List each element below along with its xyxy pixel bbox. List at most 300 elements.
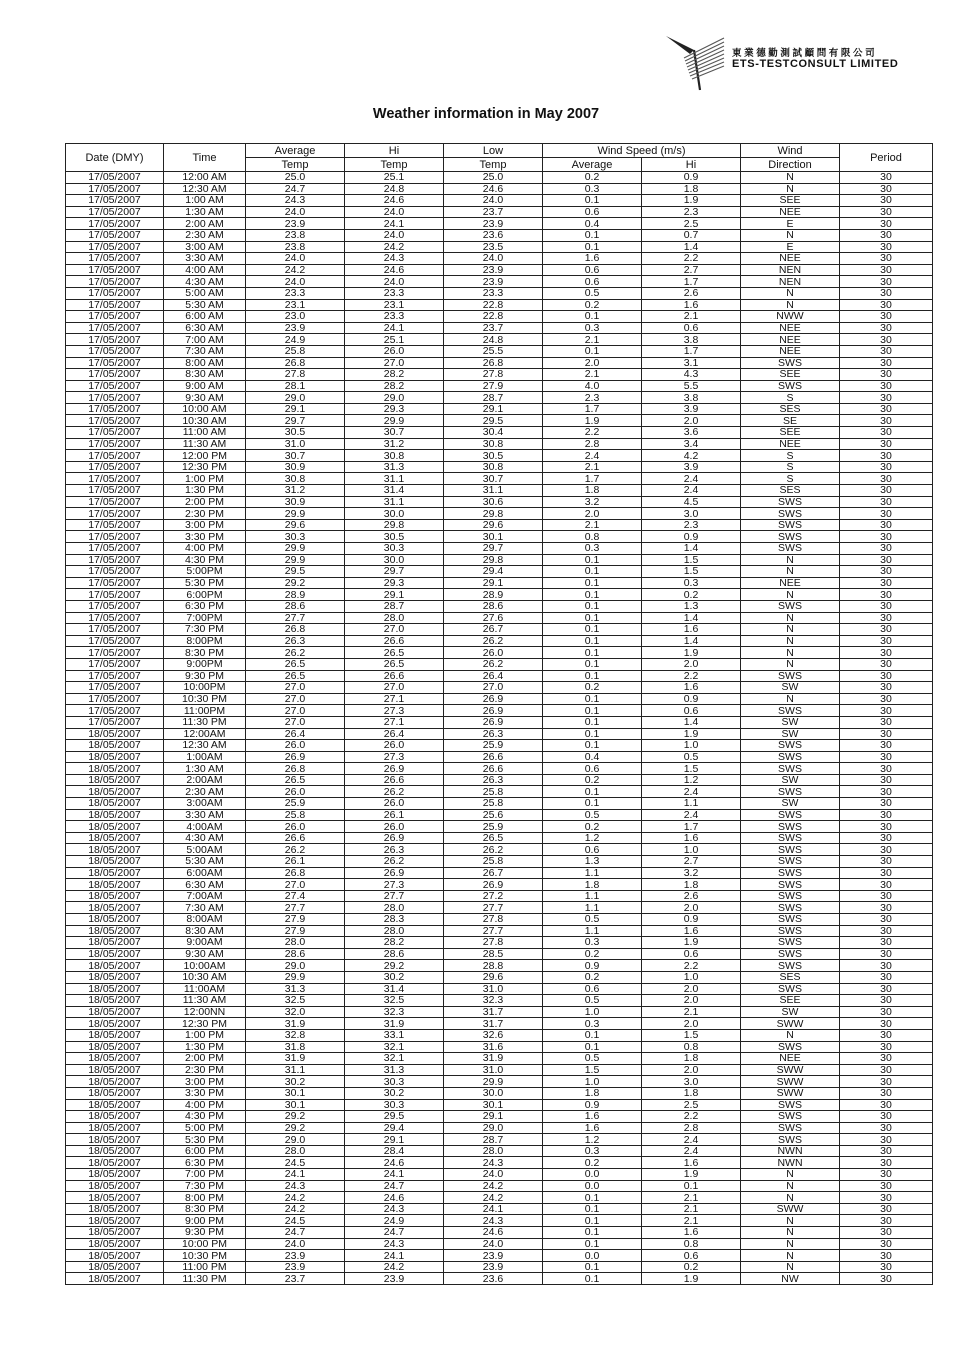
table-row — [66, 1203, 933, 1215]
table-row — [66, 438, 933, 450]
cell-date: 17/05/2007 — [66, 311, 164, 323]
cell-low-temp: 24.3 — [444, 1215, 543, 1227]
cell-low-temp: 23.7 — [444, 206, 543, 218]
cell-wind-speed-average: 1.3 — [543, 856, 642, 868]
cell-average-temp: 23.1 — [246, 299, 345, 311]
cell-date: 17/05/2007 — [66, 566, 164, 578]
cell-low-temp: 29.4 — [444, 566, 543, 578]
cell-average-temp: 30.2 — [246, 1076, 345, 1088]
cell-low-temp: 26.2 — [444, 658, 543, 670]
cell-date: 18/05/2007 — [66, 1018, 164, 1030]
cell-time: 7:30 PM — [164, 1180, 246, 1192]
table-row — [66, 183, 933, 195]
cell-hi-temp: 31.3 — [345, 1064, 444, 1076]
cell-time: 9:00AM — [164, 937, 246, 949]
cell-period: 30 — [840, 229, 933, 241]
table-row — [66, 832, 933, 844]
table-row — [66, 670, 933, 682]
cell-wind-speed-average: 3.2 — [543, 496, 642, 508]
cell-wind-speed-hi: 1.5 — [642, 1029, 741, 1041]
cell-period: 30 — [840, 206, 933, 218]
cell-average-temp: 26.5 — [246, 774, 345, 786]
table-row — [66, 1099, 933, 1111]
cell-wind-speed-hi: 0.8 — [642, 1041, 741, 1053]
header-time: Time — [164, 144, 246, 172]
cell-wind-speed-hi: 3.4 — [642, 438, 741, 450]
cell-date: 17/05/2007 — [66, 531, 164, 543]
cell-time: 6:00 PM — [164, 1145, 246, 1157]
cell-wind-speed-average: 0.1 — [543, 600, 642, 612]
cell-hi-temp: 24.8 — [345, 183, 444, 195]
cell-hi-temp: 30.8 — [345, 450, 444, 462]
cell-date: 17/05/2007 — [66, 473, 164, 485]
cell-wind-speed-hi: 1.8 — [642, 879, 741, 891]
cell-hi-temp: 24.1 — [345, 1169, 444, 1181]
cell-wind-direction: N — [741, 1238, 840, 1250]
cell-wind-speed-average: 0.1 — [543, 1041, 642, 1053]
cell-time: 9:30 PM — [164, 670, 246, 682]
cell-time: 6:30 AM — [164, 879, 246, 891]
cell-average-temp: 24.7 — [246, 1227, 345, 1239]
cell-period: 30 — [840, 438, 933, 450]
header-wind-speed-average: Average — [543, 158, 642, 172]
cell-hi-temp: 24.1 — [345, 322, 444, 334]
cell-date: 18/05/2007 — [66, 774, 164, 786]
cell-low-temp: 26.3 — [444, 774, 543, 786]
cell-wind-speed-hi: 1.4 — [642, 635, 741, 647]
cell-wind-speed-hi: 0.2 — [642, 1261, 741, 1273]
cell-time: 8:30 AM — [164, 925, 246, 937]
table-body — [66, 172, 933, 1285]
cell-average-temp: 26.8 — [246, 867, 345, 879]
cell-low-temp: 24.6 — [444, 183, 543, 195]
cell-wind-speed-hi: 3.1 — [642, 357, 741, 369]
cell-time: 10:00AM — [164, 960, 246, 972]
cell-period: 30 — [840, 658, 933, 670]
cell-wind-speed-average: 0.3 — [543, 1018, 642, 1030]
cell-low-temp: 26.4 — [444, 670, 543, 682]
cell-wind-direction: SWS — [741, 531, 840, 543]
cell-period: 30 — [840, 832, 933, 844]
cell-wind-speed-hi: 1.3 — [642, 600, 741, 612]
table-row — [66, 948, 933, 960]
cell-time: 3:00 PM — [164, 519, 246, 531]
cell-date: 17/05/2007 — [66, 589, 164, 601]
cell-time: 11:00 AM — [164, 427, 246, 439]
table-row — [66, 172, 933, 184]
table-row — [66, 798, 933, 810]
cell-low-temp: 30.6 — [444, 496, 543, 508]
cell-date: 17/05/2007 — [66, 427, 164, 439]
cell-time: 2:00 PM — [164, 1053, 246, 1065]
cell-low-temp: 24.0 — [444, 1238, 543, 1250]
cell-wind-speed-average: 1.9 — [543, 415, 642, 427]
cell-time: 11:30 AM — [164, 995, 246, 1007]
cell-hi-temp: 32.5 — [345, 995, 444, 1007]
cell-period: 30 — [840, 798, 933, 810]
table-row — [66, 357, 933, 369]
cell-average-temp: 30.3 — [246, 531, 345, 543]
cell-low-temp: 23.9 — [444, 1261, 543, 1273]
cell-time: 4:30 PM — [164, 554, 246, 566]
cell-hi-temp: 26.0 — [345, 798, 444, 810]
cell-period: 30 — [840, 867, 933, 879]
cell-hi-temp: 28.0 — [345, 925, 444, 937]
cell-average-temp: 31.3 — [246, 983, 345, 995]
cell-wind-speed-average: 0.1 — [543, 577, 642, 589]
cell-average-temp: 30.8 — [246, 473, 345, 485]
cell-average-temp: 32.0 — [246, 1006, 345, 1018]
cell-hi-temp: 23.1 — [345, 299, 444, 311]
cell-low-temp: 26.0 — [444, 647, 543, 659]
cell-hi-temp: 24.0 — [345, 276, 444, 288]
cell-wind-speed-average: 0.1 — [543, 229, 642, 241]
cell-period: 30 — [840, 763, 933, 775]
table-row — [66, 299, 933, 311]
cell-wind-direction: SWS — [741, 751, 840, 763]
cell-wind-speed-hi: 1.6 — [642, 1157, 741, 1169]
cell-average-temp: 23.9 — [246, 1250, 345, 1262]
cell-hi-temp: 30.5 — [345, 531, 444, 543]
cell-hi-temp: 28.0 — [345, 612, 444, 624]
cell-low-temp: 30.5 — [444, 450, 543, 462]
cell-time: 6:30 PM — [164, 600, 246, 612]
cell-average-temp: 26.0 — [246, 821, 345, 833]
cell-wind-speed-hi: 2.1 — [642, 311, 741, 323]
cell-wind-speed-hi: 4.5 — [642, 496, 741, 508]
cell-wind-speed-average: 0.6 — [543, 276, 642, 288]
cell-average-temp: 27.0 — [246, 705, 345, 717]
cell-wind-speed-average: 0.6 — [543, 763, 642, 775]
cell-wind-speed-average: 2.1 — [543, 461, 642, 473]
cell-date: 17/05/2007 — [66, 357, 164, 369]
cell-low-temp: 26.7 — [444, 624, 543, 636]
cell-wind-speed-average: 0.6 — [543, 844, 642, 856]
cell-low-temp: 26.5 — [444, 832, 543, 844]
cell-date: 17/05/2007 — [66, 635, 164, 647]
cell-average-temp: 29.1 — [246, 403, 345, 415]
cell-date: 17/05/2007 — [66, 705, 164, 717]
table-row — [66, 543, 933, 555]
cell-average-temp: 29.2 — [246, 577, 345, 589]
cell-hi-temp: 24.3 — [345, 1203, 444, 1215]
cell-date: 18/05/2007 — [66, 1145, 164, 1157]
table-row — [66, 995, 933, 1007]
cell-wind-direction: SWS — [741, 821, 840, 833]
cell-time: 12:30 AM — [164, 183, 246, 195]
cell-time: 1:30 PM — [164, 485, 246, 497]
cell-time: 5:30 PM — [164, 577, 246, 589]
cell-low-temp: 24.2 — [444, 1180, 543, 1192]
cell-hi-temp: 24.0 — [345, 229, 444, 241]
cell-low-temp: 26.8 — [444, 357, 543, 369]
cell-hi-temp: 27.0 — [345, 624, 444, 636]
cell-hi-temp: 29.4 — [345, 1122, 444, 1134]
cell-wind-speed-average: 0.4 — [543, 218, 642, 230]
cell-wind-speed-hi: 2.5 — [642, 1099, 741, 1111]
table-row — [66, 450, 933, 462]
cell-average-temp: 23.9 — [246, 1261, 345, 1273]
table-row — [66, 937, 933, 949]
cell-low-temp: 27.7 — [444, 902, 543, 914]
cell-wind-direction: SWS — [741, 856, 840, 868]
cell-average-temp: 29.5 — [246, 566, 345, 578]
cell-low-temp: 27.2 — [444, 890, 543, 902]
cell-time: 3:30 AM — [164, 253, 246, 265]
header-wind-direction-top: Wind — [741, 144, 840, 158]
table-row — [66, 1041, 933, 1053]
cell-time: 8:00 AM — [164, 357, 246, 369]
cell-date: 18/05/2007 — [66, 1203, 164, 1215]
cell-low-temp: 26.2 — [444, 635, 543, 647]
cell-period: 30 — [840, 172, 933, 184]
cell-wind-speed-average: 0.2 — [543, 299, 642, 311]
cell-wind-speed-hi: 2.8 — [642, 1122, 741, 1134]
cell-hi-temp: 24.6 — [345, 1192, 444, 1204]
cell-wind-speed-average: 2.0 — [543, 357, 642, 369]
cell-hi-temp: 24.2 — [345, 241, 444, 253]
cell-time: 7:30 AM — [164, 345, 246, 357]
cell-wind-speed-average: 0.1 — [543, 798, 642, 810]
table-row — [66, 229, 933, 241]
cell-wind-direction: SWS — [741, 1111, 840, 1123]
cell-hi-temp: 33.1 — [345, 1029, 444, 1041]
header-average-temp-top: Average — [246, 144, 345, 158]
cell-wind-speed-average: 0.2 — [543, 1157, 642, 1169]
cell-wind-speed-hi: 3.9 — [642, 461, 741, 473]
cell-average-temp: 29.6 — [246, 519, 345, 531]
cell-period: 30 — [840, 566, 933, 578]
cell-wind-speed-hi: 0.1 — [642, 1180, 741, 1192]
cell-low-temp: 28.5 — [444, 948, 543, 960]
table-row — [66, 774, 933, 786]
cell-hi-temp: 30.2 — [345, 971, 444, 983]
cell-wind-speed-average: 1.1 — [543, 890, 642, 902]
cell-low-temp: 28.8 — [444, 960, 543, 972]
cell-hi-temp: 29.7 — [345, 566, 444, 578]
cell-average-temp: 26.2 — [246, 844, 345, 856]
cell-period: 30 — [840, 450, 933, 462]
cell-wind-speed-hi: 2.4 — [642, 809, 741, 821]
cell-wind-speed-average: 0.1 — [543, 693, 642, 705]
cell-hi-temp: 31.2 — [345, 438, 444, 450]
cell-wind-direction: SWS — [741, 357, 840, 369]
cell-time: 1:30 PM — [164, 1041, 246, 1053]
cell-time: 4:00 PM — [164, 543, 246, 555]
cell-date: 17/05/2007 — [66, 218, 164, 230]
cell-wind-speed-average: 0.9 — [543, 960, 642, 972]
cell-date: 17/05/2007 — [66, 438, 164, 450]
cell-wind-direction: NEE — [741, 334, 840, 346]
cell-time: 12:30 PM — [164, 1018, 246, 1030]
cell-date: 17/05/2007 — [66, 299, 164, 311]
cell-low-temp: 23.9 — [444, 1250, 543, 1262]
table-row — [66, 705, 933, 717]
cell-wind-speed-average: 0.1 — [543, 670, 642, 682]
cell-wind-speed-hi: 2.4 — [642, 1134, 741, 1146]
cell-wind-speed-hi: 1.7 — [642, 821, 741, 833]
table-row — [66, 786, 933, 798]
cell-time: 2:00 PM — [164, 496, 246, 508]
cell-date: 18/05/2007 — [66, 1273, 164, 1285]
cell-low-temp: 29.1 — [444, 577, 543, 589]
table-row — [66, 531, 933, 543]
cell-wind-direction: N — [741, 566, 840, 578]
table-row — [66, 600, 933, 612]
cell-period: 30 — [840, 1227, 933, 1239]
cell-wind-speed-hi: 1.4 — [642, 716, 741, 728]
cell-wind-direction: SWW — [741, 1076, 840, 1088]
cell-wind-speed-hi: 2.0 — [642, 995, 741, 1007]
cell-date: 17/05/2007 — [66, 716, 164, 728]
cell-wind-speed-average: 2.3 — [543, 392, 642, 404]
cell-hi-temp: 23.3 — [345, 287, 444, 299]
cell-wind-speed-hi: 2.6 — [642, 890, 741, 902]
cell-low-temp: 23.7 — [444, 322, 543, 334]
cell-wind-speed-hi: 2.0 — [642, 902, 741, 914]
cell-period: 30 — [840, 971, 933, 983]
cell-period: 30 — [840, 937, 933, 949]
cell-low-temp: 30.1 — [444, 531, 543, 543]
cell-period: 30 — [840, 612, 933, 624]
cell-wind-speed-average: 1.1 — [543, 902, 642, 914]
cell-wind-direction: SWS — [741, 670, 840, 682]
cell-wind-speed-average: 0.0 — [543, 1250, 642, 1262]
table-row — [66, 508, 933, 520]
cell-wind-speed-average: 0.1 — [543, 1203, 642, 1215]
cell-wind-speed-hi: 0.5 — [642, 751, 741, 763]
cell-average-temp: 24.2 — [246, 264, 345, 276]
table-row — [66, 1111, 933, 1123]
table-row — [66, 566, 933, 578]
cell-hi-temp: 24.6 — [345, 264, 444, 276]
cell-wind-direction: SWS — [741, 740, 840, 752]
cell-wind-speed-hi: 2.3 — [642, 206, 741, 218]
cell-wind-direction: N — [741, 612, 840, 624]
cell-wind-direction: SWS — [741, 867, 840, 879]
cell-period: 30 — [840, 890, 933, 902]
cell-date: 17/05/2007 — [66, 183, 164, 195]
cell-wind-speed-hi: 1.6 — [642, 682, 741, 694]
cell-hi-temp: 27.3 — [345, 879, 444, 891]
cell-low-temp: 26.2 — [444, 844, 543, 856]
cell-hi-temp: 25.1 — [345, 172, 444, 184]
cell-average-temp: 26.1 — [246, 856, 345, 868]
cell-date: 17/05/2007 — [66, 392, 164, 404]
cell-date: 18/05/2007 — [66, 1192, 164, 1204]
cell-wind-direction: SWW — [741, 1064, 840, 1076]
cell-period: 30 — [840, 751, 933, 763]
cell-hi-temp: 26.5 — [345, 647, 444, 659]
cell-average-temp: 26.8 — [246, 763, 345, 775]
table-row — [66, 728, 933, 740]
cell-wind-speed-average: 2.8 — [543, 438, 642, 450]
cell-wind-speed-hi: 2.7 — [642, 856, 741, 868]
cell-period: 30 — [840, 380, 933, 392]
table-row — [66, 264, 933, 276]
cell-time: 7:00 PM — [164, 1169, 246, 1181]
cell-average-temp: 24.0 — [246, 206, 345, 218]
cell-wind-speed-average: 2.2 — [543, 427, 642, 439]
cell-wind-speed-average: 0.1 — [543, 705, 642, 717]
header-wind-speed-hi: Hi — [642, 158, 741, 172]
cell-low-temp: 25.8 — [444, 786, 543, 798]
cell-time: 10:30 PM — [164, 693, 246, 705]
cell-time: 3:00 PM — [164, 1076, 246, 1088]
cell-period: 30 — [840, 496, 933, 508]
cell-average-temp: 31.2 — [246, 485, 345, 497]
cell-hi-temp: 24.1 — [345, 1250, 444, 1262]
cell-period: 30 — [840, 1215, 933, 1227]
cell-average-temp: 24.2 — [246, 1203, 345, 1215]
cell-wind-speed-average: 0.1 — [543, 311, 642, 323]
cell-date: 18/05/2007 — [66, 879, 164, 891]
cell-wind-direction: SW — [741, 774, 840, 786]
cell-wind-speed-hi: 0.9 — [642, 914, 741, 926]
cell-date: 17/05/2007 — [66, 624, 164, 636]
cell-average-temp: 28.9 — [246, 589, 345, 601]
cell-wind-speed-average: 1.0 — [543, 1006, 642, 1018]
cell-low-temp: 25.5 — [444, 345, 543, 357]
cell-period: 30 — [840, 392, 933, 404]
cell-date: 17/05/2007 — [66, 543, 164, 555]
cell-low-temp: 23.9 — [444, 218, 543, 230]
cell-wind-direction: N — [741, 172, 840, 184]
table-row — [66, 577, 933, 589]
cell-average-temp: 24.0 — [246, 253, 345, 265]
cell-date: 17/05/2007 — [66, 519, 164, 531]
cell-wind-direction: SWS — [741, 832, 840, 844]
cell-wind-direction: SWS — [741, 937, 840, 949]
cell-wind-speed-hi: 1.6 — [642, 832, 741, 844]
cell-low-temp: 29.7 — [444, 543, 543, 555]
cell-average-temp: 24.3 — [246, 195, 345, 207]
cell-time: 6:30 AM — [164, 322, 246, 334]
cell-period: 30 — [840, 821, 933, 833]
cell-period: 30 — [840, 508, 933, 520]
cell-low-temp: 28.7 — [444, 392, 543, 404]
cell-time: 1:30 AM — [164, 206, 246, 218]
cell-time: 3:00 AM — [164, 241, 246, 253]
cell-low-temp: 25.8 — [444, 798, 543, 810]
table-row — [66, 751, 933, 763]
cell-low-temp: 26.9 — [444, 693, 543, 705]
table-row — [66, 1018, 933, 1030]
cell-wind-direction: SWS — [741, 925, 840, 937]
cell-wind-direction: SWS — [741, 496, 840, 508]
cell-date: 17/05/2007 — [66, 508, 164, 520]
cell-wind-speed-hi: 2.7 — [642, 264, 741, 276]
cell-wind-direction: SW — [741, 716, 840, 728]
cell-date: 17/05/2007 — [66, 229, 164, 241]
cell-date: 17/05/2007 — [66, 322, 164, 334]
table-row — [66, 1053, 933, 1065]
cell-low-temp: 25.8 — [444, 856, 543, 868]
cell-period: 30 — [840, 195, 933, 207]
cell-wind-direction: N — [741, 1227, 840, 1239]
cell-hi-temp: 28.2 — [345, 380, 444, 392]
cell-hi-temp: 29.3 — [345, 403, 444, 415]
cell-hi-temp: 27.7 — [345, 890, 444, 902]
header-hi-temp-top: Hi — [345, 144, 444, 158]
cell-wind-direction: N — [741, 647, 840, 659]
table-row — [66, 809, 933, 821]
cell-date: 18/05/2007 — [66, 763, 164, 775]
table-row — [66, 1122, 933, 1134]
cell-low-temp: 23.6 — [444, 229, 543, 241]
cell-period: 30 — [840, 299, 933, 311]
cell-date: 17/05/2007 — [66, 206, 164, 218]
